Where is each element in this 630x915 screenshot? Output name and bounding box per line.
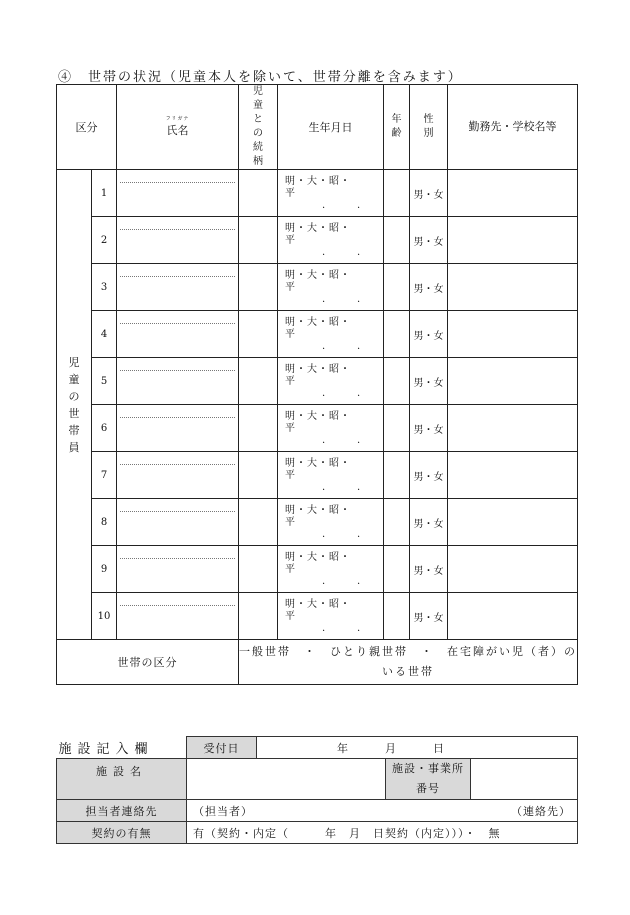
header-row xyxy=(57,85,578,170)
date-separator: . xyxy=(322,388,326,399)
relation-field[interactable] xyxy=(239,593,278,640)
sex-field[interactable]: 男・女 xyxy=(410,217,448,264)
member-row xyxy=(57,170,578,217)
contact-person: （担当者） xyxy=(193,804,253,818)
work-field[interactable] xyxy=(448,264,578,311)
name-field[interactable] xyxy=(117,217,239,264)
date-separator: . xyxy=(357,482,361,493)
member-row xyxy=(57,593,578,640)
date-separator: . xyxy=(357,294,361,305)
received-date-field[interactable]: 年 月 日 xyxy=(257,737,578,759)
birthdate-field[interactable] xyxy=(278,546,384,593)
row-number: 8 xyxy=(92,499,117,546)
member-row xyxy=(57,311,578,358)
age-field[interactable] xyxy=(384,217,410,264)
date-separator: . xyxy=(322,435,326,446)
work-field[interactable] xyxy=(448,546,578,593)
birthdate-field[interactable] xyxy=(278,264,384,311)
name-field[interactable] xyxy=(117,405,239,452)
relation-field[interactable] xyxy=(239,264,278,311)
contact-field[interactable] xyxy=(187,800,578,822)
work-field[interactable] xyxy=(448,170,578,217)
header-name xyxy=(117,85,239,170)
birthdate-field[interactable] xyxy=(278,593,384,640)
era-heisei: 平 xyxy=(285,235,295,246)
received-date-label: 受付日 xyxy=(187,737,257,759)
group-label: 児童の世帯員 xyxy=(57,170,92,640)
date-separator: . xyxy=(357,388,361,399)
header-age: 年齢 xyxy=(384,85,410,170)
date-separator: . xyxy=(322,247,326,258)
birthdate-field[interactable] xyxy=(278,170,384,217)
date-separator: . xyxy=(357,200,361,211)
relation-field[interactable] xyxy=(239,452,278,499)
row-number: 2 xyxy=(92,217,117,264)
age-field[interactable] xyxy=(384,593,410,640)
birthdate-field[interactable] xyxy=(278,499,384,546)
era-heisei: 平 xyxy=(285,611,295,622)
era-heisei: 平 xyxy=(285,470,295,481)
age-field[interactable] xyxy=(384,170,410,217)
relation-field[interactable] xyxy=(239,405,278,452)
age-field[interactable] xyxy=(384,264,410,311)
sex-field[interactable]: 男・女 xyxy=(410,358,448,405)
furigana-line xyxy=(120,417,235,418)
work-field[interactable] xyxy=(448,593,578,640)
name-field[interactable] xyxy=(117,311,239,358)
row-number: 1 xyxy=(92,170,117,217)
row-number: 9 xyxy=(92,546,117,593)
era-options: 明・大・昭・ xyxy=(285,458,351,469)
age-field[interactable] xyxy=(384,499,410,546)
work-field[interactable] xyxy=(448,499,578,546)
facility-number-label: 施設・事業所番号 xyxy=(386,759,471,800)
era-options: 明・大・昭・ xyxy=(285,223,351,234)
header-category: 区分 xyxy=(57,85,117,170)
era-heisei: 平 xyxy=(285,282,295,293)
age-field[interactable] xyxy=(384,452,410,499)
date-separator: . xyxy=(357,576,361,587)
household-category-row xyxy=(57,640,578,685)
date-separator: . xyxy=(357,529,361,540)
row-number: 4 xyxy=(92,311,117,358)
row-number: 3 xyxy=(92,264,117,311)
sex-field[interactable]: 男・女 xyxy=(410,546,448,593)
age-field[interactable] xyxy=(384,358,410,405)
sex-field[interactable]: 男・女 xyxy=(410,452,448,499)
sex-field[interactable]: 男・女 xyxy=(410,264,448,311)
household-options-line2[interactable]: いる世帯 xyxy=(382,665,434,678)
relation-field[interactable] xyxy=(239,358,278,405)
row-number: 6 xyxy=(92,405,117,452)
era-heisei: 平 xyxy=(285,188,295,199)
work-field[interactable] xyxy=(448,217,578,264)
relation-field[interactable] xyxy=(239,499,278,546)
date-separator: . xyxy=(322,623,326,634)
date-separator: . xyxy=(357,623,361,634)
era-heisei: 平 xyxy=(285,517,295,528)
sex-field[interactable]: 男・女 xyxy=(410,593,448,640)
date-separator: . xyxy=(322,529,326,540)
date-separator: . xyxy=(322,341,326,352)
sex-field[interactable]: 男・女 xyxy=(410,311,448,358)
member-row xyxy=(57,546,578,593)
office-title: 施設記入欄 xyxy=(58,741,154,757)
furigana-line xyxy=(120,182,235,183)
member-row xyxy=(57,358,578,405)
header-work: 勤務先・学校名等 xyxy=(448,85,578,170)
name-field[interactable] xyxy=(117,358,239,405)
era-options: 明・大・昭・ xyxy=(285,552,351,563)
member-row xyxy=(57,217,578,264)
era-heisei: 平 xyxy=(285,376,295,387)
birthdate-field[interactable] xyxy=(278,405,384,452)
contract-field[interactable]: 有（契約・内定（ 年 月 日契約（内定）））・ 無 xyxy=(187,822,578,844)
era-options: 明・大・昭・ xyxy=(285,364,351,375)
member-row xyxy=(57,499,578,546)
household-table xyxy=(56,84,578,685)
work-field[interactable] xyxy=(448,358,578,405)
date-separator: . xyxy=(322,294,326,305)
furigana-line xyxy=(120,511,235,512)
furigana-line xyxy=(120,323,235,324)
member-row xyxy=(57,452,578,499)
furigana-line xyxy=(120,229,235,230)
member-row xyxy=(57,405,578,452)
sex-field[interactable]: 男・女 xyxy=(410,170,448,217)
relation-field[interactable] xyxy=(239,217,278,264)
furigana-line xyxy=(120,464,235,465)
era-options: 明・大・昭・ xyxy=(285,411,351,422)
furigana-line xyxy=(120,276,235,277)
furigana-line xyxy=(120,558,235,559)
era-heisei: 平 xyxy=(285,329,295,340)
header-relation: 児童との続柄 xyxy=(239,85,278,170)
age-field[interactable] xyxy=(384,311,410,358)
sex-field[interactable]: 男・女 xyxy=(410,499,448,546)
header-sex: 性別 xyxy=(410,85,448,170)
contact-label: 担当者連絡先 xyxy=(57,800,187,822)
birthdate-field[interactable] xyxy=(278,217,384,264)
household-category-label: 世帯の区分 xyxy=(57,640,239,685)
era-options: 明・大・昭・ xyxy=(285,505,351,516)
date-separator: . xyxy=(357,435,361,446)
era-heisei: 平 xyxy=(285,423,295,434)
member-row xyxy=(57,264,578,311)
name-field[interactable] xyxy=(117,593,239,640)
facility-name-field[interactable] xyxy=(187,759,386,800)
work-field[interactable] xyxy=(448,311,578,358)
name-field[interactable] xyxy=(117,546,239,593)
relation-field[interactable] xyxy=(239,311,278,358)
sex-field[interactable]: 男・女 xyxy=(410,405,448,452)
era-options: 明・大・昭・ xyxy=(285,270,351,281)
date-separator: . xyxy=(322,576,326,587)
furigana-line xyxy=(120,370,235,371)
age-field[interactable] xyxy=(384,546,410,593)
relation-field[interactable] xyxy=(239,546,278,593)
row-number: 10 xyxy=(92,593,117,640)
birthdate-field[interactable] xyxy=(278,452,384,499)
row-number: 7 xyxy=(92,452,117,499)
era-options: 明・大・昭・ xyxy=(285,176,351,187)
work-field[interactable] xyxy=(448,452,578,499)
facility-number-field[interactable] xyxy=(471,759,578,800)
date-separator: . xyxy=(322,482,326,493)
row-number: 5 xyxy=(92,358,117,405)
section-title: ④ 世帯の状況（児童本人を除いて、世帯分離を含みます） xyxy=(58,70,463,85)
name-field[interactable] xyxy=(117,264,239,311)
contract-label: 契約の有無 xyxy=(57,822,187,844)
work-field[interactable] xyxy=(448,405,578,452)
birthdate-field[interactable] xyxy=(278,311,384,358)
birthdate-field[interactable] xyxy=(278,358,384,405)
contact-info: （連絡先） xyxy=(511,804,571,818)
name-field[interactable] xyxy=(117,170,239,217)
era-options: 明・大・昭・ xyxy=(285,599,351,610)
name-field[interactable] xyxy=(117,499,239,546)
office-use-table xyxy=(56,736,578,844)
relation-field[interactable] xyxy=(239,170,278,217)
header-name-label: 氏名 xyxy=(166,124,189,137)
date-separator: . xyxy=(357,247,361,258)
era-heisei: 平 xyxy=(285,564,295,575)
date-separator: . xyxy=(357,341,361,352)
era-options: 明・大・昭・ xyxy=(285,317,351,328)
furigana-line xyxy=(120,605,235,606)
header-name-ruby: フリガナ xyxy=(165,116,190,122)
household-category-options[interactable] xyxy=(239,640,578,685)
header-birthdate: 生年月日 xyxy=(278,85,384,170)
name-field[interactable] xyxy=(117,452,239,499)
age-field[interactable] xyxy=(384,405,410,452)
date-separator: . xyxy=(322,200,326,211)
facility-name-label: 施設名 xyxy=(57,759,187,800)
household-options-line1[interactable]: 一般世帯 ・ ひとり親世帯 ・ 在宅障がい児（者）の xyxy=(239,645,577,658)
